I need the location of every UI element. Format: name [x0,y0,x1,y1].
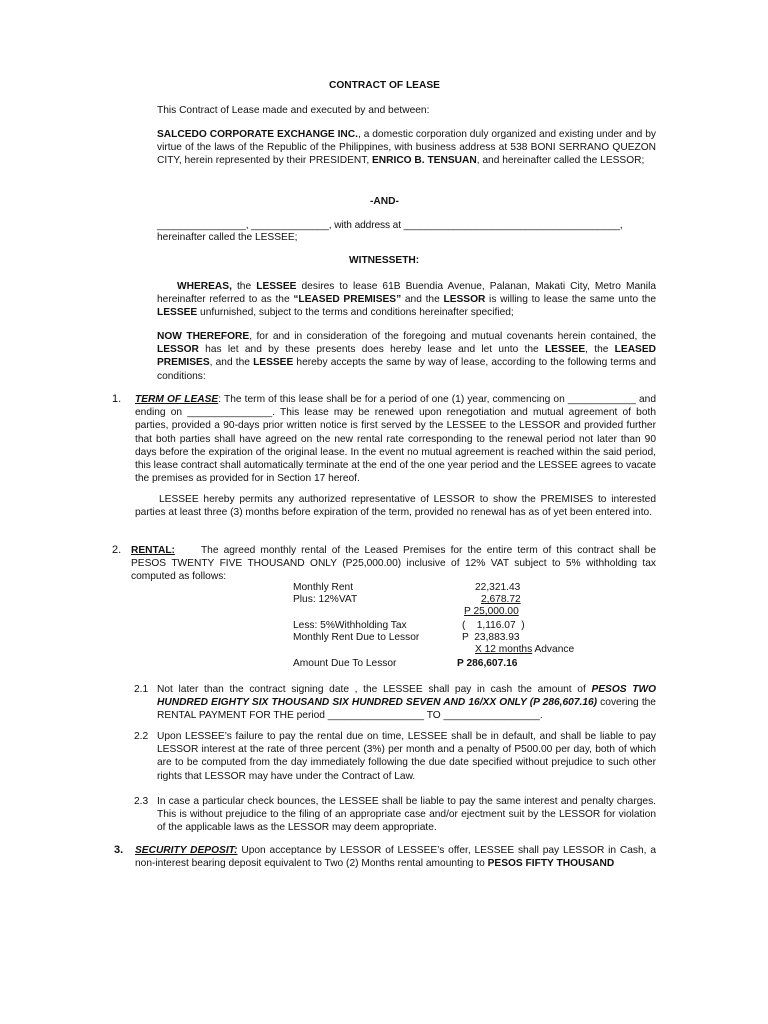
section-3-number: 3. [114,844,124,856]
lessee-blank-line: ________________, ______________, with address at _______________________________________, [157,220,623,231]
subsection-2-2-paragraph: Upon LESSEE’s failure to pay the rental due on time, LESSEE shall be in default, and shall be liable to pay LESSOR interest at the rate of three percent (3%) per month and a penalty of P500.00 per day, both of which are to be computed from the day immediately following the due date specified without prejudice to such other rights that LESSOR may have under the Contract of Law. [157,731,656,782]
subsection-2-1-paragraph: Not later than the contract signing date , the LESSEE shall pay in cash the amount of PESOS TWO HUNDRED EIGHTY SIX THOUSAND SIX HUNDRED SEVEN AND 16/XX ONLY (P 286,607.16) covering the RENTAL PAYMENT FOR THE period _________________ TO _________________. [157,684,656,722]
subsection-2-1-number: 2.1 [134,684,149,695]
lessor-name: SALCEDO CORPORATE EXCHANGE INC. [157,129,358,140]
amount-words: PESOS TWO HUNDRED EIGHTY SIX THOUSAND SIX HUNDRED SEVEN AND 16/XX ONLY (P 286,607.16) [157,684,656,709]
section-1-heading: TERM OF LEASE [135,394,219,405]
section-2-heading: RENTAL: [131,545,175,556]
lessor-president: ENRICO B. TENSUAN [371,155,477,167]
section-2-number: 2. [112,544,122,556]
intro-line: This Contract of Lease made and executed by and between: [157,105,430,116]
whereas-paragraph: WHEREAS, the LESSEE desires to lease 61B Buendia Avenue, Palanan, Makati City, Metro Manila hereinafter referred to as the “LEASED PREMISES” and the LESSOR is willing to lease the same unto the LESSEE unfurnished, subject to the terms and conditions hereinafter specified; [157,281,657,319]
lessee-called-line: hereinafter called the LESSEE; [157,232,298,243]
and-separator: -AND- [370,196,399,207]
witnesseth-heading: WITNESSETH: [349,255,420,266]
subsection-2-3-number: 2.3 [134,796,149,807]
section-2-paragraph: RENTAL: The agreed monthly rental of the Leased Premises for the entire term of this contract shall be PESOS TWENTY FIVE THOUSAND ONLY (P25,000.00) inclusive of 12% VAT subject to 5% withholding tax computed as follows: [131,545,656,583]
section-1-paragraph: TERM OF LEASE: The term of this lease shall be for a period of one (1) year, commencing on ____________ and ending on _______________. This lease may be renewed upon renegotiation and mutual agreement of both parties, provided a 90-days prior written notice is first served by the LESSEE to the LESSOR and provided further that both parties shall have agreed on the new rental rate corresponding to the renewal period not later than 90 days before the expiration of the original lease. In the event no mutual agreement is reached within the said period, this lease contract shall automatically terminate at the end of the one year period and the LESSEE agrees to vacate the premises as provided for in Section 17 hereof. [135,394,657,485]
section-1-paragraph-2: LESSEE hereby permits any authorized representative of LESSOR to show the PREMISES to interested parties at least three (3) months before expiration of the term, provided no renewal has as of yet been entered into. [135,494,656,519]
subsection-2-3-paragraph: In case a particular check bounces, the LESSEE shall be liable to pay the same interest and penalty charges. This is without prejudice to the filing of an appropriate case and/or ejectment suit by the LESSOR for violation of the applicable laws as the LESSOR may deem appropriate. [157,796,656,834]
lessor-paragraph: SALCEDO CORPORATE EXCHANGE INC., a domestic corporation duly organized and existing under and by virtue of the laws of the Republic of the Philippines, with business address at 538 BONI SERRANO QUEZON CITY, herein represented by their PRESIDENT, ENRICO B. TENSUAN, and hereinafter called the LESSOR; [157,129,656,167]
section-1-number: 1. [112,393,122,405]
subsection-2-2-number: 2.2 [134,731,149,742]
now-therefore-paragraph: NOW THEREFORE, for and in consideration of the foregoing and mutual covenants herein contained, the LESSOR has let and by these presents does hereby lease and let unto the LESSEE, the LEASED PREMISES, and the LESSEE hereby accepts the same by way of lease, according to the following terms and conditions: [157,331,657,382]
contract-page: CONTRACT OF LEASE This Contract of Lease made and executed by and between: SALCEDO CORPORATE EXCHANGE INC., a domestic corporation duly organized and existing under and by virtue of the laws of the Republic of the Philippines, with business address at 538 BONI SERRANO QUEZON CITY, herein represented by their PRESIDENT, ENRICO B. TENSUAN, and hereinafter called the LESSOR; -AND- ________________, ______________, with address at _______________________________________, hereinafter called the LESSEE; WITNESSETH: WHEREAS, the LESSEE desires to lease 61B Buendia Avenue, Palanan, Makati City, Metro Manila hereinafter referred to as the “LEASED PREMISES” and the LESSOR is willing to lease the same unto the LESSEE unfurnished, subject to the terms and conditions hereinafter specified; NOW THEREFORE, for and in consideration of the foregoing and mutual covenants herein contained, the LESSOR has let and by these presents does hereby lease and let unto the LESSEE, the LEASED PREMISES, and the LESSEE hereby accepts the same by way of lease, according to the following terms and conditions: 1. TERM OF LEASE: The term of this lease shall be for a period of one (1) year, commencing on ____________ and ending on _______________. This lease may be renewed upon renegotiation and mutual agreement of both parties, provided a 90-days prior written notice is first served by the LESSEE to the LESSOR and provided further that both parties shall have agreed on the new rental rate corresponding to the renewal period not later than 90 days before the expiration of the original lease. In the event no mutual agreement is reached within the said period, this lease contract shall automatically terminate at the end of the one year period and the LESSEE agrees to vacate the premises as provided for in Section 17 hereof. LESSEE hereby permits any authorized representative of LESSOR to show the PREMISES to interested parties at least three (3) months before expiration of the term, provided no renewal has as of yet been entered into. 2. RENTAL: The agreed monthly rental of the Leased Premises for the entire term of this contract shall be PESOS TWENTY FIVE THOUSAND ONLY (P25,000.00) inclusive of 12% VAT subject to 5% withholding tax computed as follows: Monthly Rent 22,321.43 Plus: 12%VAT 2,678.72 P 25,000.00 Less: 5%Withholding Tax ( 1,116.07 ) Monthly Rent Due to Lessor P 23,883.93 X 12 months Advance Amount Due To Lessor P 286,607.16 2.1 Not later than the contract signing date , the LESSEE shall pay in cash the amount of PESOS TWO HUNDRED EIGHTY SIX THOUSAND SIX HUNDRED SEVEN AND 16/XX ONLY (P 286,607.16) covering the RENTAL PAYMENT FOR THE period _________________ TO _________________. 2.2 Upon LESSEE’s failure to pay the rental due on time, LESSEE shall be in default, and shall be liable to pay LESSOR interest at the rate of three percent (3%) per month and a penalty of P500.00 per day, both of which are to be computed from the day immediately following the due date specified without prejudice to such other rights that LESSOR may have under the Contract of Law. 2.3 In case a particular check bounces, the LESSEE shall be liable to pay the same interest and penalty charges. This is without prejudice to the filing of an appropriate case and/or ejectment suit by the LESSOR for violation of the applicable laws as the LESSOR may deem appropriate. 3. SECURITY DEPOSIT: Upon acceptance by LESSOR of LESSEE’s offer, LESSEE shall pay LESSOR in Cash, a non-interest bearing deposit equivalent to Two (2) Months rental amounting to PESOS FIFTY THOUSAND [112,80,657,870]
document-title: CONTRACT OF LEASE [329,80,440,91]
section-3-heading: SECURITY DEPOSIT: [135,845,238,856]
section-3-paragraph: SECURITY DEPOSIT: Upon acceptance by LESSOR of LESSEE’s offer, LESSEE shall pay LESSOR in Cash, a non-interest bearing deposit equivalent to Two (2) Months rental amounting to PESOS FIFTY THOUSAND [135,845,657,870]
